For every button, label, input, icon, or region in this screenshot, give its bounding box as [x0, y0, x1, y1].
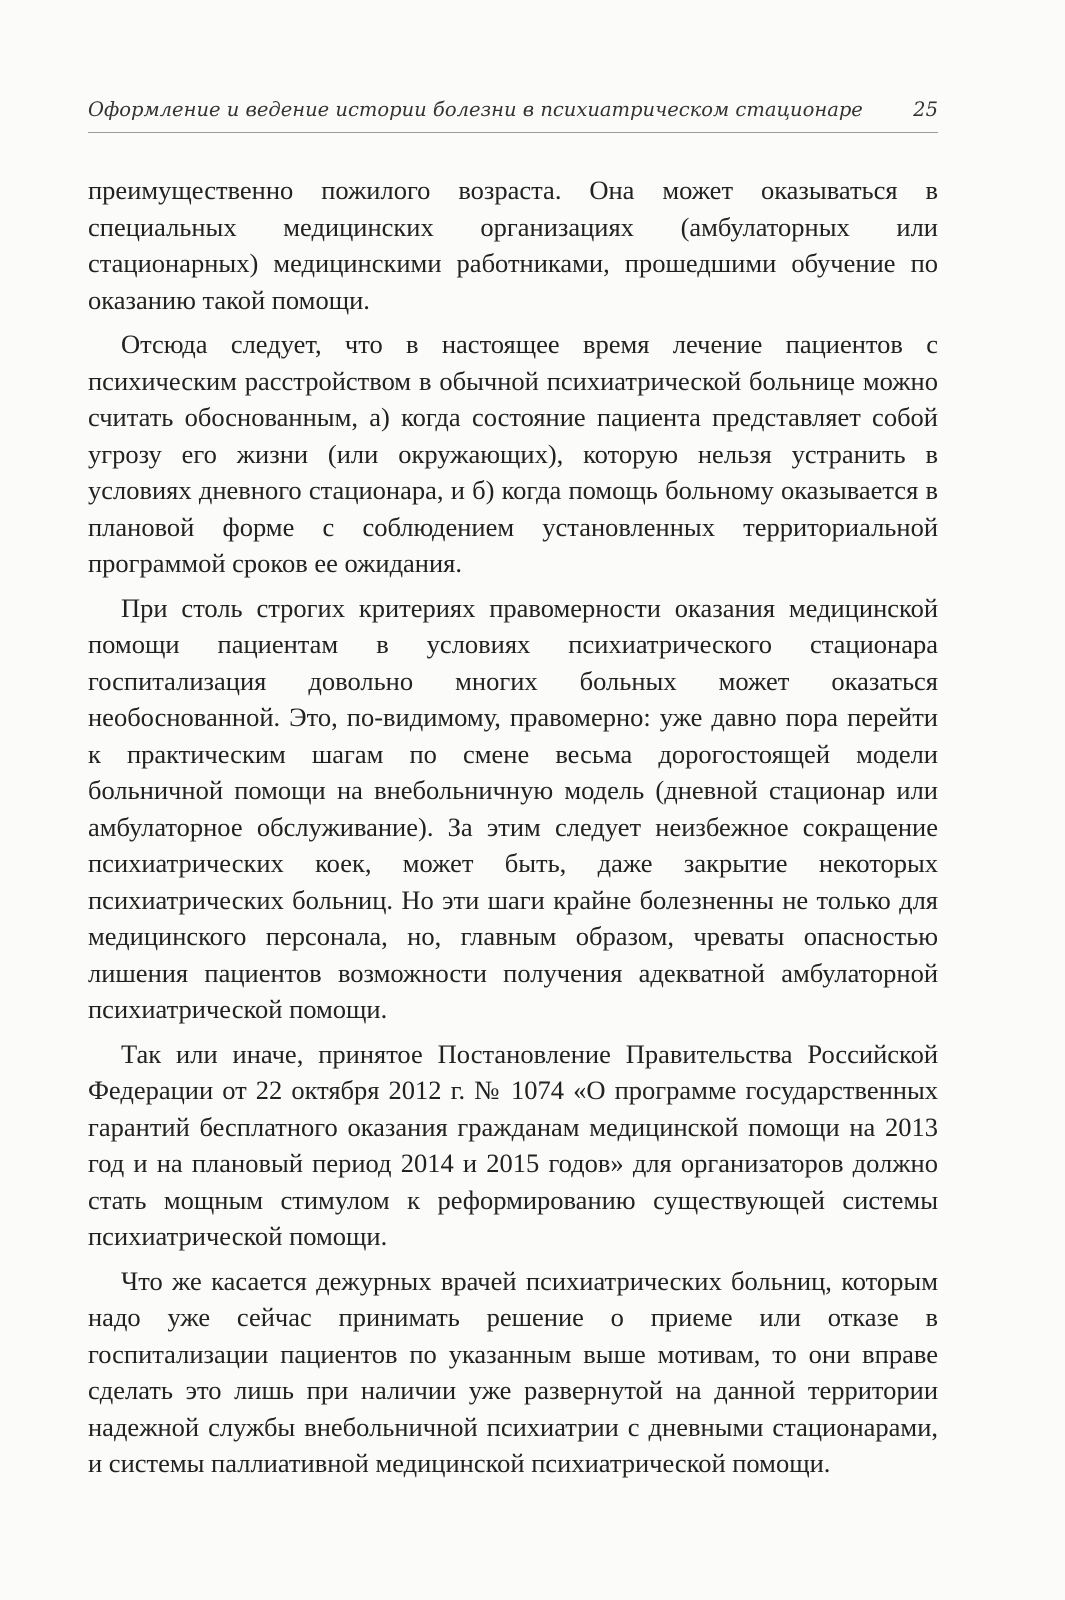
paragraph-duty-physicians: Что же касается дежурных врачей психиатрических больниц, которым надо уже сейчас принимать решение о приеме или отказе в госпитализации пациентов по указанным выше мотивам, то они вправе сделать это лишь при наличии уже развернутой на данной территории надежной службы внебольничной психиатрии с дневными стационарами, и системы паллиативной медицинской психиатрической помощи. [88, 1265, 938, 1478]
paragraph-government-decree: Так или иначе, принятое Постановление Правительства Российской Федерации от 22 октября 2012 г. № 1074 «О программе государственных гарантий бесплатного оказания гражданам медицинской помощи на 2013 год и на плановый период 2014 и 2015 годов» для организаторов должно стать мощным стимулом к реформированию существующей системы психиатрической помощи. [88, 1038, 938, 1251]
paragraph-continuation: преимущественно пожилого возраста. Она может оказываться в специальных медицинских организациях (амбулаторных или стационарных) медицинскими работниками, прошедшими обучение по оказанию такой помощи. [88, 175, 938, 315]
paragraph-hospital-treatment-criteria: Отсюда следует, что в настоящее время лечение пациентов с психическим расстройством в обычной психиатрической больнице можно считать обоснованным, а) когда состояние пациента представляет собой угрозу его жизни (или окружающих), которую нельзя устранить в условиях дневного стационара, и б) когда помощь больному оказывается в плановой форме с соблюдением установленных территориальной программой сроков ее ожидания. [88, 329, 938, 578]
paragraph-hospitalization-justification: При столь строгих критериях правомерности оказания медицинской помощи пациентам в условиях психиатрического стационара госпитализация довольно многих больных может оказаться необоснованной. Это, по-видимому, правомерно: уже давно пора перейти к практическим шагам по смене весьма дорогостоящей модели больничной помощи на внебольничную модель (дневной стационар или амбулаторное обслуживание). За этим следует неизбежное сокращение психиатрических коек, может быть, даже закрытие некоторых психиатрических больниц. Но эти шаги крайне болезненны не только для медицинского персонала, но, главным образом, чреваты опасностью лишения пациентов возможности получения адекватной амбулаторной психиатрической помощи. [88, 592, 938, 1024]
running-title: Оформление и ведение истории болезни в психиатрическом стационаре [88, 98, 863, 121]
body-text [88, 172, 938, 1490]
page-number: 25 [913, 98, 938, 121]
running-header [88, 92, 938, 133]
